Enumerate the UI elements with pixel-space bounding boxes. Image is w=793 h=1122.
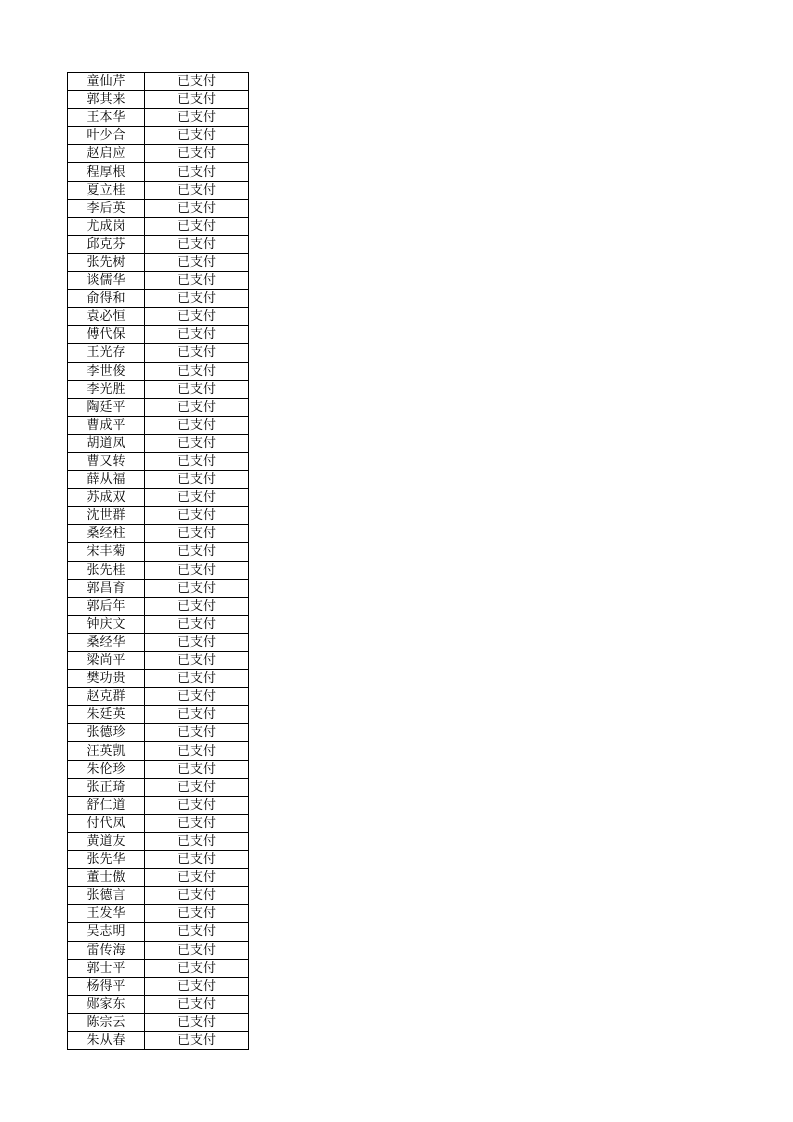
name-cell: 宋丰菊 bbox=[68, 543, 145, 561]
name-cell: 张德珍 bbox=[68, 724, 145, 742]
table-row bbox=[68, 778, 249, 796]
status-cell: 已支付 bbox=[145, 760, 249, 778]
status-cell: 已支付 bbox=[145, 579, 249, 597]
table-row bbox=[68, 362, 249, 380]
name-cell: 王光存 bbox=[68, 344, 145, 362]
table-row bbox=[68, 471, 249, 489]
status-cell: 已支付 bbox=[145, 742, 249, 760]
status-cell: 已支付 bbox=[145, 452, 249, 470]
table-row bbox=[68, 923, 249, 941]
name-cell: 夏立桂 bbox=[68, 181, 145, 199]
status-cell: 已支付 bbox=[145, 543, 249, 561]
status-cell: 已支付 bbox=[145, 887, 249, 905]
status-cell: 已支付 bbox=[145, 597, 249, 615]
status-cell: 已支付 bbox=[145, 127, 249, 145]
status-cell: 已支付 bbox=[145, 91, 249, 109]
name-cell: 叶少合 bbox=[68, 127, 145, 145]
status-cell: 已支付 bbox=[145, 362, 249, 380]
table-row bbox=[68, 308, 249, 326]
table-row bbox=[68, 507, 249, 525]
status-cell: 已支付 bbox=[145, 326, 249, 344]
status-cell: 已支付 bbox=[145, 796, 249, 814]
table-row bbox=[68, 290, 249, 308]
table-row bbox=[68, 760, 249, 778]
name-cell: 张先树 bbox=[68, 253, 145, 271]
status-cell: 已支付 bbox=[145, 688, 249, 706]
table-row bbox=[68, 905, 249, 923]
name-cell: 付代凤 bbox=[68, 814, 145, 832]
table-row bbox=[68, 887, 249, 905]
status-cell: 已支付 bbox=[145, 290, 249, 308]
status-cell: 已支付 bbox=[145, 977, 249, 995]
name-cell: 雷传海 bbox=[68, 941, 145, 959]
name-cell: 陈宗云 bbox=[68, 1013, 145, 1031]
table-row bbox=[68, 326, 249, 344]
name-cell: 董士傲 bbox=[68, 869, 145, 887]
status-cell: 已支付 bbox=[145, 561, 249, 579]
status-cell: 已支付 bbox=[145, 778, 249, 796]
table-row bbox=[68, 217, 249, 235]
status-cell: 已支付 bbox=[145, 163, 249, 181]
status-cell: 已支付 bbox=[145, 308, 249, 326]
name-cell: 袁必恒 bbox=[68, 308, 145, 326]
status-cell: 已支付 bbox=[145, 814, 249, 832]
name-cell: 谈儒华 bbox=[68, 272, 145, 290]
name-cell: 尤成岗 bbox=[68, 217, 145, 235]
status-cell: 已支付 bbox=[145, 507, 249, 525]
payment-table bbox=[67, 72, 249, 1050]
status-cell: 已支付 bbox=[145, 471, 249, 489]
status-cell: 已支付 bbox=[145, 145, 249, 163]
table-row bbox=[68, 869, 249, 887]
name-cell: 童仙芹 bbox=[68, 73, 145, 91]
table-row bbox=[68, 652, 249, 670]
table-row bbox=[68, 434, 249, 452]
status-cell: 已支付 bbox=[145, 217, 249, 235]
status-cell: 已支付 bbox=[145, 724, 249, 742]
name-cell: 钟庆文 bbox=[68, 615, 145, 633]
table-row bbox=[68, 977, 249, 995]
status-cell: 已支付 bbox=[145, 109, 249, 127]
status-cell: 已支付 bbox=[145, 1013, 249, 1031]
status-cell: 已支付 bbox=[145, 1031, 249, 1049]
table-row bbox=[68, 272, 249, 290]
name-cell: 桑经柱 bbox=[68, 525, 145, 543]
name-cell: 黄道友 bbox=[68, 832, 145, 850]
status-cell: 已支付 bbox=[145, 706, 249, 724]
table-row bbox=[68, 597, 249, 615]
table-row bbox=[68, 398, 249, 416]
status-cell: 已支付 bbox=[145, 73, 249, 91]
status-cell: 已支付 bbox=[145, 344, 249, 362]
status-cell: 已支付 bbox=[145, 995, 249, 1013]
name-cell: 傅代保 bbox=[68, 326, 145, 344]
status-cell: 已支付 bbox=[145, 380, 249, 398]
status-cell: 已支付 bbox=[145, 434, 249, 452]
name-cell: 梁尚平 bbox=[68, 652, 145, 670]
status-cell: 已支付 bbox=[145, 199, 249, 217]
status-cell: 已支付 bbox=[145, 181, 249, 199]
table-row bbox=[68, 380, 249, 398]
status-cell: 已支付 bbox=[145, 832, 249, 850]
table-row bbox=[68, 688, 249, 706]
name-cell: 薛从福 bbox=[68, 471, 145, 489]
table-row bbox=[68, 452, 249, 470]
name-cell: 吴志明 bbox=[68, 923, 145, 941]
name-cell: 桑经华 bbox=[68, 633, 145, 651]
table-row bbox=[68, 543, 249, 561]
table-row bbox=[68, 253, 249, 271]
status-cell: 已支付 bbox=[145, 416, 249, 434]
name-cell: 郭后年 bbox=[68, 597, 145, 615]
table-row bbox=[68, 561, 249, 579]
table-row bbox=[68, 995, 249, 1013]
table-row bbox=[68, 127, 249, 145]
name-cell: 郭士平 bbox=[68, 959, 145, 977]
table-row bbox=[68, 1013, 249, 1031]
name-cell: 郧家东 bbox=[68, 995, 145, 1013]
name-cell: 邱克芬 bbox=[68, 235, 145, 253]
status-cell: 已支付 bbox=[145, 670, 249, 688]
status-cell: 已支付 bbox=[145, 489, 249, 507]
name-cell: 朱从春 bbox=[68, 1031, 145, 1049]
table-row bbox=[68, 851, 249, 869]
status-cell: 已支付 bbox=[145, 869, 249, 887]
table-row bbox=[68, 163, 249, 181]
name-cell: 胡道凤 bbox=[68, 434, 145, 452]
status-cell: 已支付 bbox=[145, 941, 249, 959]
status-cell: 已支付 bbox=[145, 905, 249, 923]
status-cell: 已支付 bbox=[145, 652, 249, 670]
name-cell: 李世俊 bbox=[68, 362, 145, 380]
table-row bbox=[68, 525, 249, 543]
name-cell: 俞得和 bbox=[68, 290, 145, 308]
status-cell: 已支付 bbox=[145, 398, 249, 416]
name-cell: 朱伦珍 bbox=[68, 760, 145, 778]
table-row bbox=[68, 489, 249, 507]
name-cell: 王发华 bbox=[68, 905, 145, 923]
name-cell: 李光胜 bbox=[68, 380, 145, 398]
table-row bbox=[68, 73, 249, 91]
name-cell: 赵克群 bbox=[68, 688, 145, 706]
table-row bbox=[68, 670, 249, 688]
status-cell: 已支付 bbox=[145, 615, 249, 633]
name-cell: 苏成双 bbox=[68, 489, 145, 507]
name-cell: 郭昌育 bbox=[68, 579, 145, 597]
status-cell: 已支付 bbox=[145, 851, 249, 869]
status-cell: 已支付 bbox=[145, 923, 249, 941]
table-row bbox=[68, 579, 249, 597]
name-cell: 程厚根 bbox=[68, 163, 145, 181]
table-row bbox=[68, 344, 249, 362]
name-cell: 陶廷平 bbox=[68, 398, 145, 416]
table-row bbox=[68, 706, 249, 724]
table-row bbox=[68, 832, 249, 850]
name-cell: 朱廷英 bbox=[68, 706, 145, 724]
name-cell: 王本华 bbox=[68, 109, 145, 127]
name-cell: 沈世群 bbox=[68, 507, 145, 525]
table-row bbox=[68, 181, 249, 199]
table-row bbox=[68, 1031, 249, 1049]
name-cell: 舒仁道 bbox=[68, 796, 145, 814]
name-cell: 杨得平 bbox=[68, 977, 145, 995]
status-cell: 已支付 bbox=[145, 235, 249, 253]
table-row bbox=[68, 941, 249, 959]
status-cell: 已支付 bbox=[145, 272, 249, 290]
table-row bbox=[68, 145, 249, 163]
status-cell: 已支付 bbox=[145, 525, 249, 543]
name-cell: 曹成平 bbox=[68, 416, 145, 434]
name-cell: 郭其来 bbox=[68, 91, 145, 109]
table-row bbox=[68, 796, 249, 814]
table-row bbox=[68, 724, 249, 742]
name-cell: 曹又转 bbox=[68, 452, 145, 470]
table-row bbox=[68, 633, 249, 651]
name-cell: 汪英凯 bbox=[68, 742, 145, 760]
table-row bbox=[68, 91, 249, 109]
table-row bbox=[68, 814, 249, 832]
name-cell: 樊功贵 bbox=[68, 670, 145, 688]
name-cell: 李后英 bbox=[68, 199, 145, 217]
table-row bbox=[68, 199, 249, 217]
table-row bbox=[68, 959, 249, 977]
name-cell: 赵启应 bbox=[68, 145, 145, 163]
name-cell: 张德言 bbox=[68, 887, 145, 905]
name-cell: 张正琦 bbox=[68, 778, 145, 796]
status-cell: 已支付 bbox=[145, 959, 249, 977]
status-cell: 已支付 bbox=[145, 633, 249, 651]
table-row bbox=[68, 615, 249, 633]
table-row bbox=[68, 742, 249, 760]
table-body bbox=[68, 73, 249, 1050]
name-cell: 张先华 bbox=[68, 851, 145, 869]
table-row bbox=[68, 109, 249, 127]
name-cell: 张先桂 bbox=[68, 561, 145, 579]
table-row bbox=[68, 235, 249, 253]
status-cell: 已支付 bbox=[145, 253, 249, 271]
table-row bbox=[68, 416, 249, 434]
